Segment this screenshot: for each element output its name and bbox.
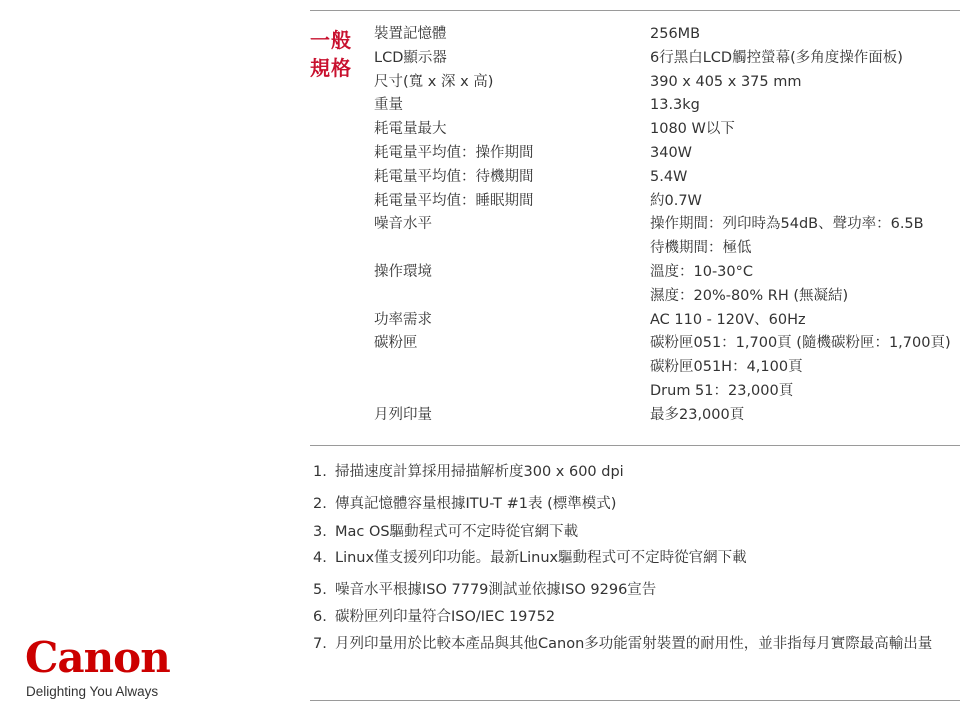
spec-value: 6行黑白LCD觸控螢幕(多角度操作面板) (650, 49, 903, 66)
spec-row (0, 22, 960, 46)
section-title-line-2: 規格 (310, 56, 352, 80)
canon-logo: Canon (25, 633, 170, 682)
spec-row (0, 308, 960, 332)
spec-row (0, 189, 960, 213)
spec-row (0, 117, 960, 141)
spec-label: 月列印量 (374, 406, 432, 423)
spec-row (0, 260, 960, 284)
footnote-number: 7. (313, 636, 327, 652)
spec-label: 耗電量平均值：操作期間 (374, 145, 534, 161)
spec-value: 340W (650, 145, 693, 161)
footnote-text: Linux僅支援列印功能。最新Linux驅動程式可不定時從官網下載 (335, 550, 747, 566)
footnote-text: 傳真記憶體容量根據ITU-T #1表 (標準模式) (335, 496, 617, 512)
spec-row (0, 355, 960, 379)
spec-row (0, 212, 960, 236)
footnote-text: 月列印量用於比較本產品與其他Canon多功能雷射裝置的耐用性，並非指每月實際最高輸出量 (335, 636, 933, 652)
spec-row (0, 165, 960, 189)
footnote-number: 2. (313, 496, 327, 512)
spec-row (0, 403, 960, 427)
spec-value: AC 110 - 120V、60Hz (650, 311, 806, 328)
brand-tagline: Delighting You Always (26, 684, 159, 699)
spec-label: LCD顯示器 (374, 49, 447, 66)
bottom-divider (310, 700, 960, 701)
spec-value: 碳粉匣051H：4,100頁 (650, 359, 803, 376)
spec-value: 操作期間：列印時為54dB、聲功率：6.5B (650, 216, 924, 233)
footnote-number: 1. (313, 464, 327, 480)
spec-value: 約0.7W (650, 192, 702, 209)
spec-label: 重量 (374, 97, 403, 114)
spec-row (0, 236, 960, 260)
spec-row (0, 284, 960, 308)
footnote-text: 掃描速度計算採用掃描解析度300 x 600 dpi (335, 464, 624, 480)
footnote-text: 碳粉匣列印量符合ISO/IEC 19752 (335, 609, 556, 625)
spec-value: 溫度：10-30°C (650, 264, 754, 280)
spec-label: 耗電量平均值：待機期間 (374, 168, 534, 185)
spec-label: 噪音水平 (374, 216, 432, 233)
spec-value: 濕度：20%-80% RH (無凝結) (650, 287, 849, 304)
spec-value: Drum 51：23,000頁 (650, 383, 794, 399)
top-divider (310, 10, 960, 11)
spec-value: 256MB (650, 26, 701, 42)
spec-row (0, 331, 960, 355)
footnote-text: 噪音水平根據ISO 7779測試並依據ISO 9296宣告 (335, 582, 657, 598)
spec-label: 耗電量最大 (374, 121, 447, 138)
spec-row (0, 379, 960, 403)
spec-label: 操作環境 (374, 264, 432, 280)
spec-label: 耗電量平均值：睡眠期間 (374, 192, 534, 209)
footnote-number: 3. (313, 524, 327, 540)
spec-row (0, 46, 960, 70)
footnote-number: 5. (313, 582, 327, 598)
spec-row (0, 70, 960, 94)
spec-row (0, 141, 960, 165)
spec-value: 390 x 405 x 375 mm (650, 73, 802, 90)
footnote-text: Mac OS驅動程式可不定時從官網下載 (335, 524, 579, 540)
spec-value: 13.3kg (650, 97, 700, 114)
spec-label: 功率需求 (374, 311, 432, 328)
spec-value: 5.4W (650, 168, 688, 185)
middle-divider (310, 445, 960, 446)
footnote-number: 4. (313, 550, 327, 566)
spec-row (0, 93, 960, 117)
spec-label: 裝置記憶體 (374, 26, 447, 42)
footnote-number: 6. (313, 609, 327, 625)
spec-value: 待機期間：極低 (650, 240, 752, 257)
spec-label: 碳粉匣 (374, 335, 418, 352)
spec-value: 1080 W以下 (650, 121, 735, 138)
spec-value: 最多23,000頁 (650, 406, 745, 423)
spec-value: 碳粉匣051：1,700頁 (隨機碳粉匣：1,700頁) (650, 335, 951, 352)
section-title-line-1: 一般 (310, 28, 352, 52)
spec-label: 尺寸(寬 x 深 x 高) (374, 73, 494, 90)
